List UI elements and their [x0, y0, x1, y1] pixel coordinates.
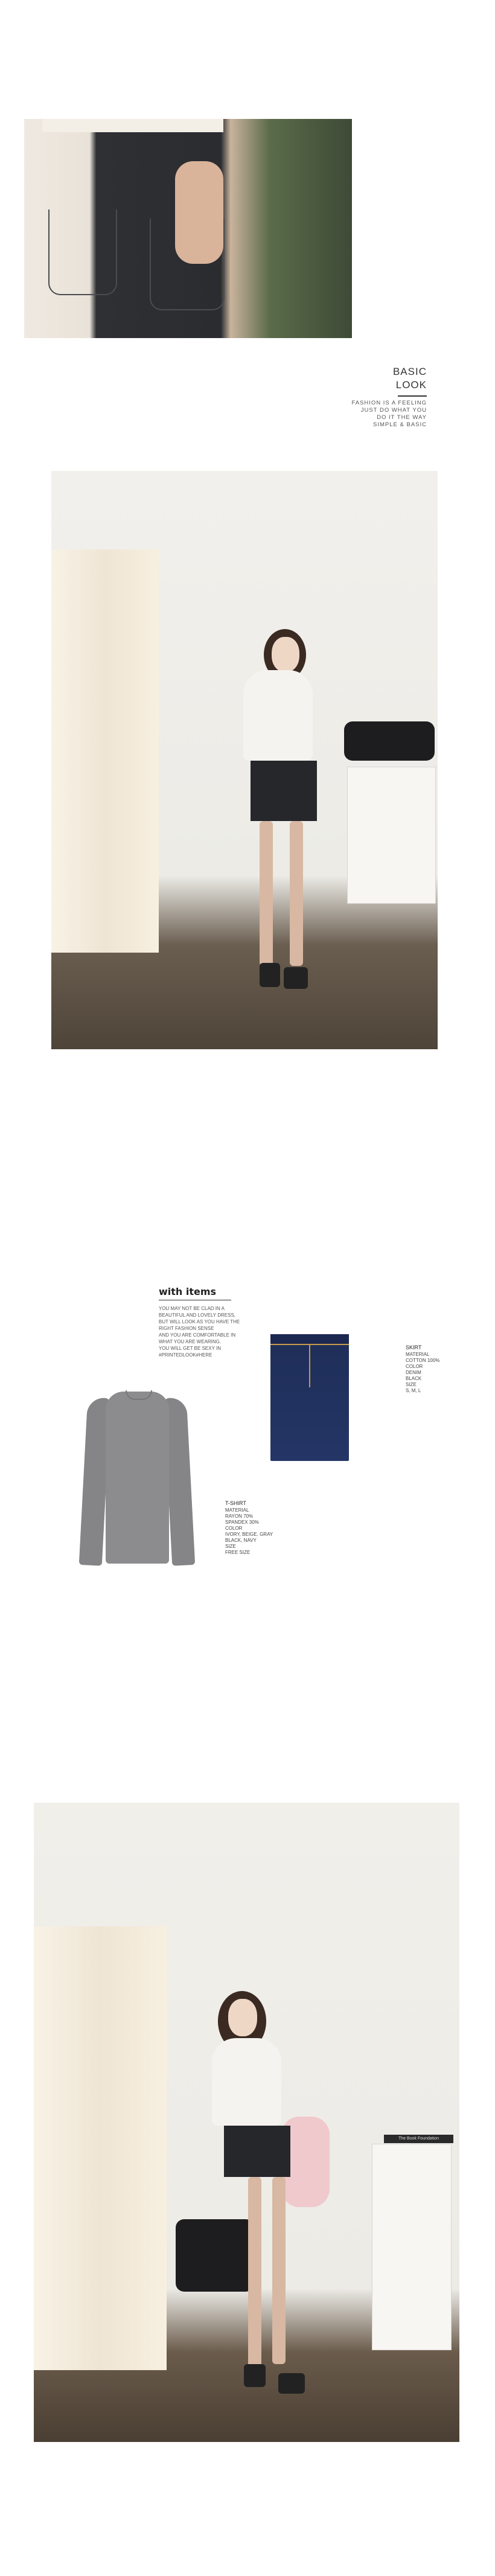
curtain [51, 549, 159, 953]
with-items-line: WHAT YOU ARE WEARING. [159, 1339, 222, 1344]
model-leg-left [260, 821, 273, 966]
basic-look-title-1: BASIC [392, 366, 427, 377]
hand [175, 161, 223, 264]
model-shoe-right [284, 967, 308, 989]
tshirt-body [106, 1392, 169, 1564]
model-top [212, 2038, 281, 2126]
model-shoe-left [260, 963, 280, 987]
skirt-zipper [309, 1345, 310, 1387]
skirt-spec-line: SIZE [406, 1382, 417, 1387]
tshirt-spec [225, 1500, 273, 1556]
tshirt-spec-line: SPANDEX 30% [225, 1520, 259, 1525]
locker-cabinet [372, 2144, 452, 2350]
skirt-spec-title: SKIRT [406, 1344, 422, 1350]
with-items-text [159, 1305, 240, 1358]
tshirt-spec-line: COLOR [225, 1526, 243, 1531]
basic-look-block [351, 365, 427, 429]
skirt-spec-line: BLACK [406, 1376, 422, 1381]
skirt-spec-line: MATERIAL [406, 1352, 430, 1357]
model-skirt [224, 2126, 290, 2177]
basic-look-line: FASHION IS A FEELING [351, 400, 427, 406]
tshirt-product-image [78, 1379, 196, 1568]
model-face [228, 1999, 257, 2036]
tshirt-spec-line: BLACK, NAVY [225, 1538, 257, 1543]
skirt-spec-line: DENIM [406, 1370, 421, 1375]
with-items-line: #PRINTEDLOOK#HERE [159, 1352, 212, 1358]
with-items-line: YOU MAY NOT BE CLAD IN A [159, 1306, 225, 1311]
locker-cabinet [347, 767, 436, 904]
tshirt-spec-line: MATERIAL [225, 1507, 249, 1513]
model-top [243, 670, 313, 761]
tshirt-spec-line: SIZE [225, 1544, 236, 1549]
with-items-block [159, 1286, 240, 1358]
book-on-locker: The Book Foundation [384, 2135, 453, 2143]
with-items-title: with items [159, 1286, 217, 1297]
model-shoe-left [244, 2364, 266, 2387]
photo-model-with-bag [34, 1803, 459, 2442]
skirt-spec [406, 1344, 439, 1394]
denim-skirt-product-image [270, 1334, 349, 1461]
tshirt-spec-line: IVORY, BEIGE, GRAY [225, 1532, 273, 1537]
with-items-line: BEAUTIFUL AND LOVELY DRESS, [159, 1312, 236, 1318]
skirt-waistband [270, 1334, 349, 1345]
basic-look-line: SIMPLE & BASIC [373, 421, 427, 428]
skirt-spec-line: COLOR [406, 1364, 423, 1369]
tshirt-spec-line: RAYON 70% [225, 1513, 254, 1519]
sweater-hem [42, 119, 223, 132]
photo-model-standing [51, 471, 438, 1049]
photo-skirt-closeup [24, 119, 352, 338]
model-face [272, 637, 299, 672]
with-items-line: BUT WILL LOOK AS YOU HAVE THE [159, 1319, 240, 1325]
skirt-spec-line: COTTON 100% [406, 1358, 440, 1363]
basic-look-line: JUST DO WHAT YOU [360, 407, 427, 414]
basic-look-line: DO IT THE WAY [377, 414, 427, 421]
basic-look-title-2: LOOK [395, 379, 427, 391]
handbag [344, 721, 435, 761]
curtain [34, 1926, 167, 2370]
skirt-spec-line: S, M, L [406, 1388, 421, 1393]
with-items-line: YOU WILL GET BE SEXY IN [159, 1346, 221, 1351]
side-pocket [48, 209, 117, 295]
basic-look-rule [398, 395, 427, 397]
model-shoe-right [278, 2373, 305, 2394]
tshirt-spec-line: FREE SIZE [225, 1550, 251, 1555]
with-items-line: AND YOU ARE COMFORTABLE IN [159, 1332, 236, 1338]
with-items-line: RIGHT FASHION SENSE [159, 1326, 214, 1331]
tshirt-spec-title: T-SHIRT [225, 1500, 246, 1506]
model-leg-left [248, 2177, 261, 2376]
handbag [176, 2219, 254, 2292]
model-leg-right [290, 821, 303, 966]
model-leg-right [272, 2177, 286, 2364]
model-skirt [251, 761, 317, 821]
